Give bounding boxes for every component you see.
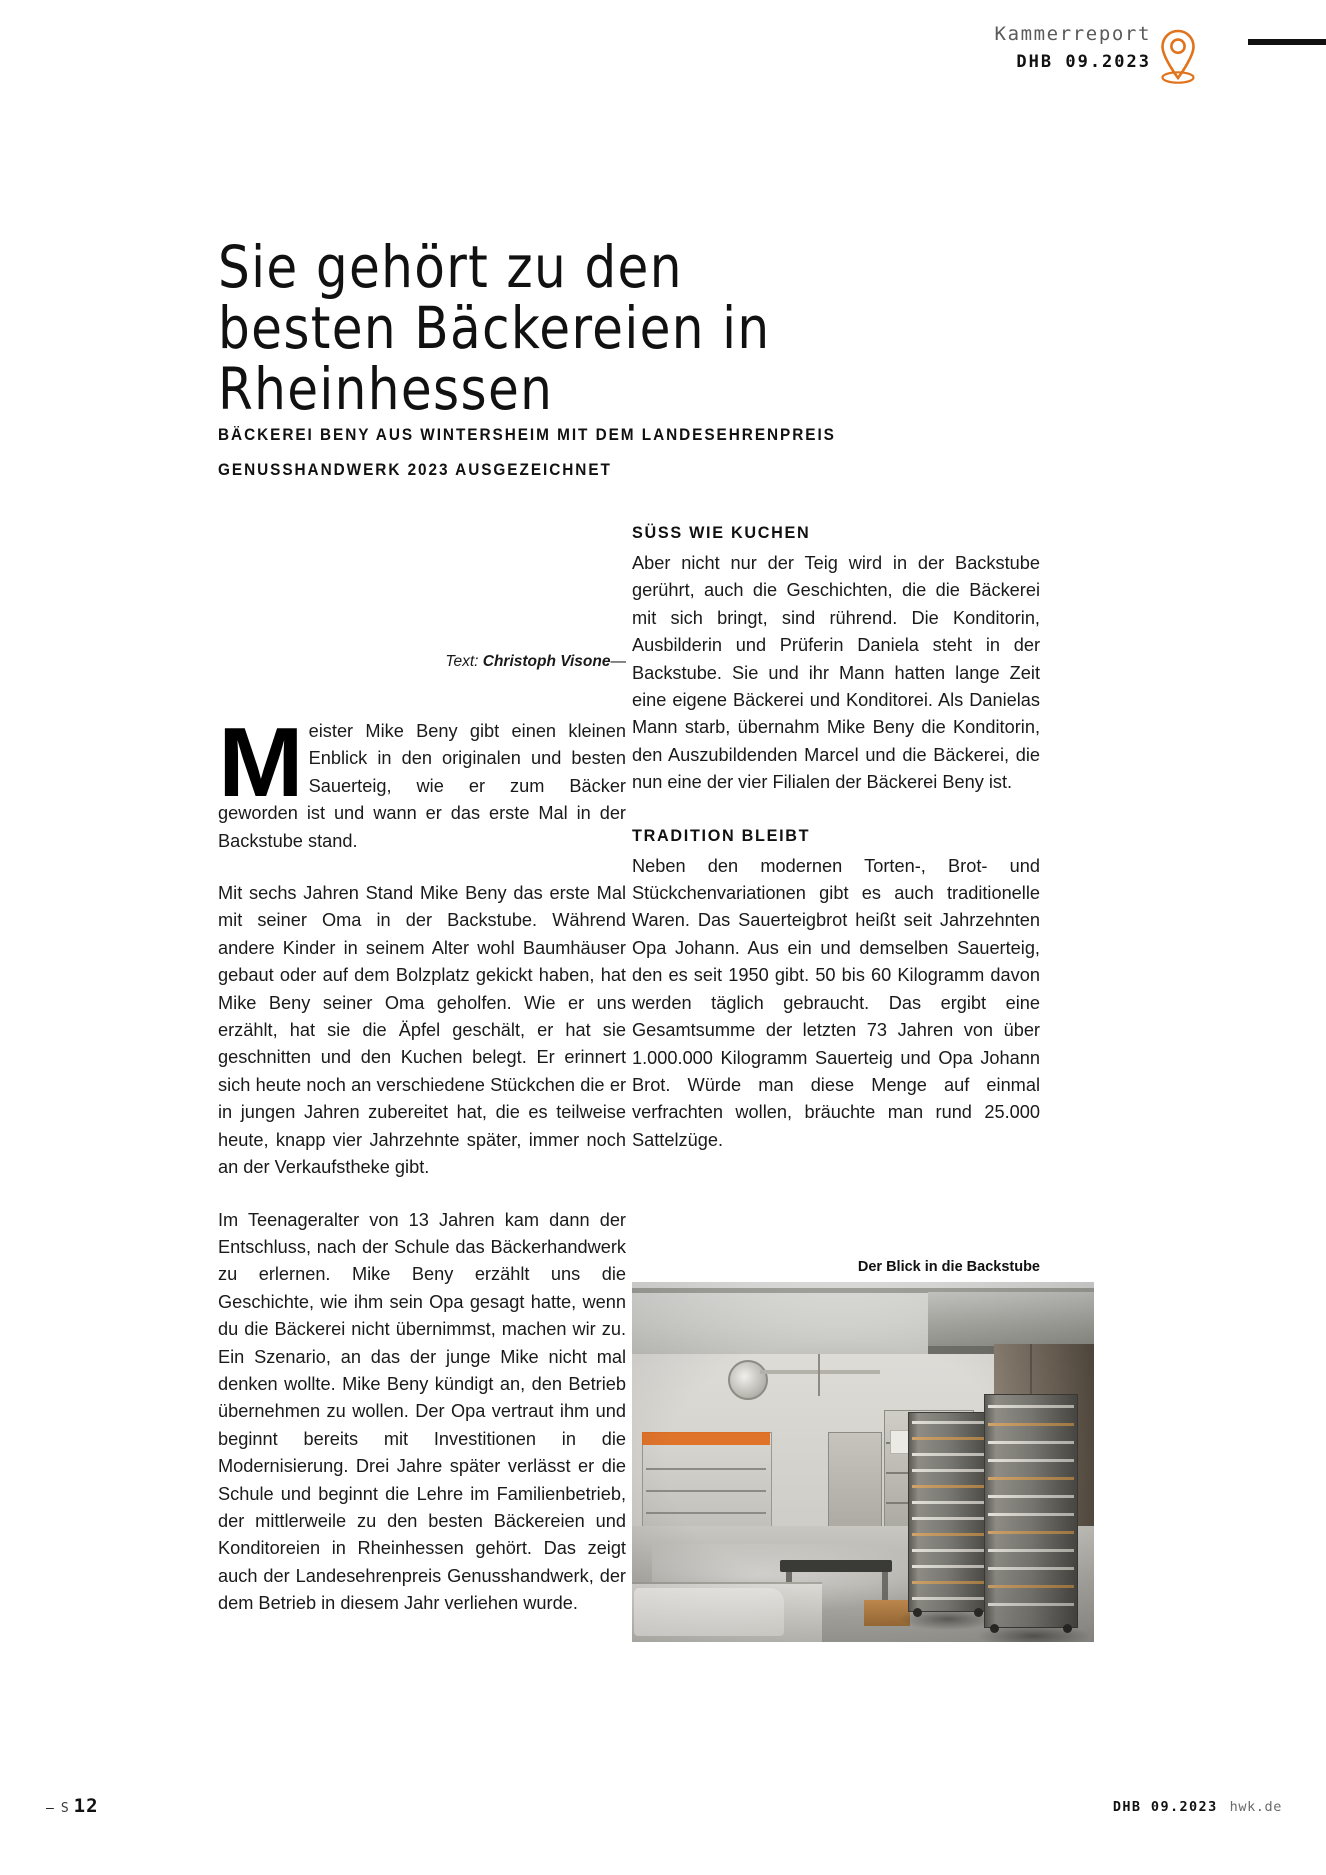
photo-caption: Der Blick in die Backstube — [857, 1259, 1040, 1275]
headline-line-3: Rheinhessen — [218, 354, 554, 423]
lead-paragraph-text: eister Mike Beny gibt einen kleinen Enblick in den originalen und besten Sauerteig, wie er zum Bäcker geworden ist und wann er das erste Mal in der Backstube stand. — [218, 721, 626, 851]
footer-issue-block — [1113, 1799, 1282, 1815]
header-issue: DHB 09.2023 — [1016, 52, 1151, 72]
byline-label: Text: — [445, 653, 479, 670]
headline-line-1: Sie gehört zu den — [218, 232, 683, 301]
footer-page-prefix: S — [60, 1801, 70, 1816]
subhead-line-2: GENUSSHANDWERK 2023 AUSGEZEICHNET — [218, 461, 612, 479]
location-pin-icon — [1158, 28, 1198, 86]
header-text-block — [995, 22, 1151, 75]
byline — [218, 652, 626, 672]
article-headline — [218, 232, 976, 423]
subhead-line-1: BÄCKEREI BENY AUS WINTERSHEIM MIT DEM LANDESEHRENPREIS — [218, 426, 836, 444]
footer-dash: — — [46, 1801, 55, 1816]
article-subhead — [218, 418, 888, 488]
byline-author: Christoph Visone — [482, 653, 611, 670]
page-header — [766, 22, 1326, 92]
paragraph: Neben den modernen Torten-, Brot- und Stückchenvariationen gibt es auch traditionelle Waren. Das Sauerteigbrot heißt seit Jahrzehnten Opa Johann. Aus ein und demselben Sauerteig, den es seit 1950 gibt. 50 bis 60 Kilogramm davon werden täglich gebraucht. Das ergibt eine Gesamtsumme der letzten 73 Jahren von über 1.000.000 Kilogramm Sauerteig und Opa Johann Brot. Würde man diese Menge auf einmal verfrachten wollen, bräuchte man rund 25.000 Sattelzüge. — [632, 855, 1040, 1150]
footer-page-marker — [46, 1795, 99, 1817]
section-heading-suess-wie-kuchen: SÜSS WIE KUCHEN — [632, 524, 811, 542]
paragraph: Im Teenageralter von 13 Jahren kam dann der Entschluss, nach der Schule das Bäckerhandwerk zu erlernen. Mike Beny erzählt uns die Geschichte, wie ihm sein Opa gesagt hatte, wenn du die Bäckerei nicht übernimmst, machen wir zu. Ein Szenario, an das der junge Mike nicht mal denken wollte. Mike Beny kündigt an, den Betrieb übernehmen zu wollen. Der Opa vertraut ihm und beginnt bereits mit Investitionen in die Modernisierung. Drei Jahre später verlässt er die Schule und beginnt die Lehre im Familienbetrieb, der mittlerweile zu den besten Bäckereien und Konditoreien in Rheinhessen gehört. Das zeigt auch der Landesehrenpreis Genusshandwerk, der dem Betrieb in diesem Jahr verliehen wurde. — [218, 1209, 626, 1614]
footer-url: hwk.de — [1229, 1799, 1282, 1815]
lead-paragraph — [218, 707, 626, 855]
drop-cap: M — [218, 707, 304, 817]
left-text-column — [218, 707, 626, 1618]
section-heading-tradition-bleibt: TRADITION BLEIBT — [632, 826, 811, 845]
header-rule — [1248, 39, 1326, 45]
bakery-backroom-photo — [632, 1282, 1094, 1642]
byline-dash: — — [610, 653, 626, 670]
header-kicker: Kammerreport — [994, 23, 1151, 45]
paragraph: Aber nicht nur der Teig wird in der Backstube gerührt, auch die Geschichten, die die Bäckerei mit sich bringt, sind rührend. Die Konditorin, Ausbilderin und Prüferin Daniela steht in der Backstube. Sie und ihr Mann hatten lange Zeit eine eigene Bäckerei und Konditorei. Als Danielas Mann starb, übernahm Mike Beny die Konditorin, den Auszubildenden Marcel und die Bäckerei, die nun eine der vier Filialen der Bäckerei Beny ist. — [632, 553, 1040, 793]
paragraph: Mit sechs Jahren Stand Mike Beny das erste Mal mit seiner Oma in der Backstube. Während andere Kinder in seinem Alter wohl Baumhäuser gebaut oder auf dem Bolzplatz gekickt haben, hat Mike Beny seiner Oma geholfen. Wie er uns erzählt, hat sie die Äpfel geschält, er hat sie geschnitten und den Kuchen belegt. Er erinnert sich heute noch an verschiedene Stückchen die er in jungen Jahren zubereitet hat, die es teilweise heute, knapp vier Jahrzehnte später, immer noch an der Verkaufstheke gibt. — [218, 883, 626, 1178]
footer-issue: DHB 09.2023 — [1112, 1799, 1218, 1815]
footer-page-number: 12 — [73, 1795, 99, 1817]
right-text-column — [632, 520, 1040, 1154]
headline-line-2: besten Bäckereien in — [218, 293, 771, 362]
